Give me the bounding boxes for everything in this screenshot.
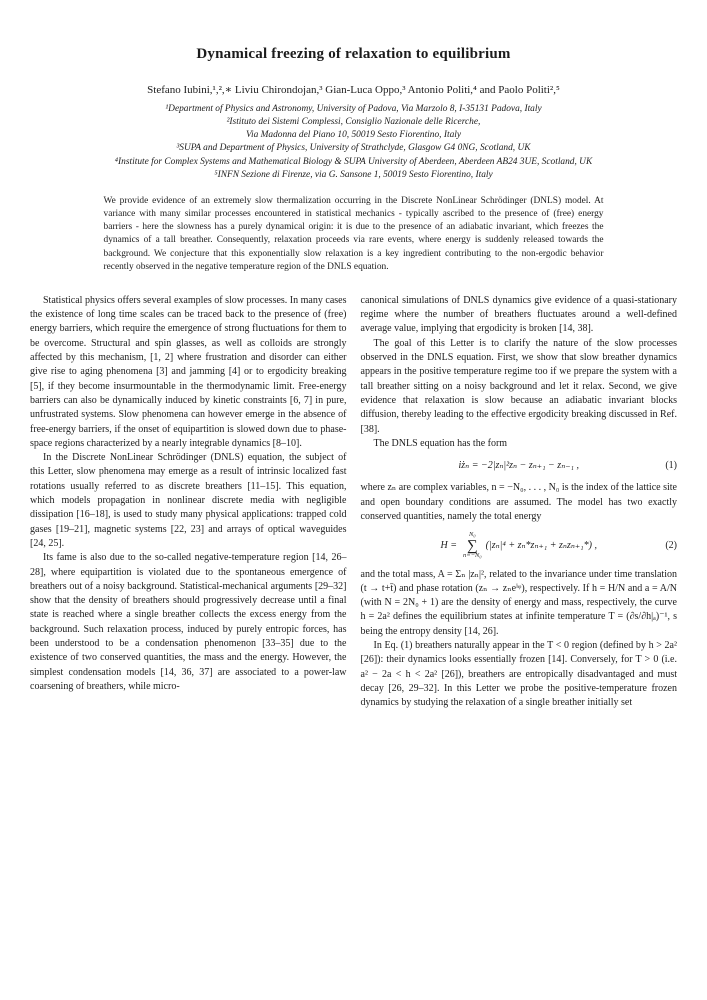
paragraph: where zₙ are complex variables, n = −N₀, . . . , N₀ is the index of the lattice site and open boundary conditions are assumed. The model has two exactly conserved quantities, namely the total energy [360, 482, 677, 523]
affiliation-line: ¹Department of Physics and Astronomy, University of Padova, Via Marzolo 8, I-35131 Padova, Italy [165, 104, 542, 114]
equation-1-number: (1) [665, 460, 677, 472]
affiliation-line: ³SUPA and Department of Physics, University of Strathclyde, Glasgow G4 0NG, Scotland, UK [176, 143, 531, 154]
paragraph: canonical simulations of DNLS dynamics give evidence of a quasi-stationary regime where the number of breathers fluctuates around a well-defined average value, implying that ergodicity is broken [14, 38]. [360, 294, 677, 335]
affiliation-line: ⁵INFN Sezione di Firenze, via G. Sansone 1, 50019 Sesto Fiorentino, Italy [214, 169, 493, 180]
author-line: Stefano Iubini,¹,²,∗ Liviu Chirondojan,³ Gian-Luca Oppo,³ Antonio Politi,⁴ and Paolo Politi²,⁵ [147, 84, 560, 96]
paragraph: In Eq. (1) breathers naturally appear in the T < 0 region (defined by h > 2a² [26]): their dynamics looks essentially frozen [14]. Conversely, for T > 0 (i.e. a² − 2a < h < 2a² [26]), breathers are entropically disadvantaged and must decay [26, 29–32]. In this Letter we probe the positive-temperature frozen dynamics by studying the relaxation of a single breather initially set [360, 640, 677, 709]
paragraph: Its fame is also due to the so-called negative-temperature region [14, 26–28], where equipartition is violated due to the spontaneous emergence of breathers out of a noisy background. Statistical-mechanical arguments [29–32] show that the density of breathers should progressively decrease until a final state is reached where a single breather collects the excess energy from the background. Such relaxation process, induced by purely entropic forces, has been understood to be a condensation phenomenon [33–35] due to the existence of two conserved quantities, the mass and the energy. However, the simplest condensation models [14, 36, 37] are associated to a power-law coarsening of breathers, while micro- [30, 552, 347, 692]
equation-1-body: iżₙ = −2|zₙ|²zₙ − zₙ₊₁ − zₙ₋₁ , [458, 460, 579, 472]
paper-title: Dynamical freezing of relaxation to equilibrium [196, 46, 511, 62]
left-column [30, 294, 347, 711]
equation-2-number: (2) [665, 539, 677, 551]
paragraph: The goal of this Letter is to clarify the nature of the slow processes observed in the DNLS equation. First, we show that slow breather dynamics appears in the positive temperature regime too if we prepare the system with a tall breather sitting on a noisy background and let it relax. Second, we give evidence that relaxation is slow because an adiabatic invariant blocks diffusion, thereby leading to the effective ergodicity breaking discussed in Ref. [38]. [360, 337, 677, 435]
paragraph: Statistical physics offers several examples of slow processes. In many cases the existence of long time scales can be traced back to the presence of (free) energy barriers, which require the emergence of strong fluctuations for them to be overcome. Structural and spin glasses, as well as colloids are strongly affected by this mechanism, [1, 2] where frustration and disorder can either give rise to aging phenomena [3] and jamming [4] or to ergodicity breaking [5], if they become insurmountable in the thermodynamic limit. Free-energy barriers can also be dynamically induced by kinetic constraints [6, 7] in pure, unfrustrated systems. Slow phenomena can however emerge in the absence of free-energy barriers, if the onset of equipartition is slowed down due to phase-space regions characterized by a nearly integrable dynamics [8–10]. [30, 294, 347, 449]
summation-upper-limit: N₀ [468, 531, 476, 539]
equation-2-lhs: H = [440, 539, 457, 551]
affiliation-line: ²Istituto dei Sistemi Complessi, Consiglio Nazionale delle Ricerche, [226, 117, 481, 128]
equation-2 [361, 532, 678, 559]
abstract: We provide evidence of an extremely slow thermalization occurring in the Discrete NonLinear Schrödinger (DNLS) model. At variance with many similar processes encountered in statistical mechanics - typically ascribed to the presence of (free) energy barriers - here the slowness has a purely dynamical origin: it is due to the presence of an adiabatic invariant, which freezes the dynamics of a tall breather. Consequently, relaxation proceeds via rare events, where energy is suddenly released towards the background. We conjecture that this exponentially slow relaxation is a key ingredient contributing to the non-ergodic behavior recently observed in the negative temperature region of the DNLS equation. [103, 195, 604, 272]
summation-lower-limit: n=−N₀ [462, 552, 482, 560]
affiliation-line: Via Madonna del Piano 10, 50019 Sesto Fiorentino, Italy [245, 130, 462, 141]
summation-symbol [463, 532, 482, 559]
equation-1 [361, 459, 678, 473]
two-column-body [30, 294, 677, 711]
affiliations-block [30, 103, 677, 182]
sigma-glyph: ∑ [466, 537, 478, 554]
affiliation-line: ⁴Institute for Complex Systems and Mathematical Biology & SUPA University of Aberdeen, Aberdeen AB24 3UE, Scotland, UK [114, 156, 593, 167]
paragraph: The DNLS equation has the form [373, 437, 508, 449]
right-column [361, 294, 678, 711]
equation-2-body: (|zₙ|⁴ + zₙ*zₙ₊₁ + zₙzₙ₊₁*) , [485, 539, 597, 551]
paragraph: In the Discrete NonLinear Schrödinger (DNLS) equation, the subject of this Letter, slow phenomena may emerge as a result of intrinsic localized fast rotations usually referred to as discrete breathers [11–15]. This equation, which models propagation in nonlinear discrete media with negligible dissipation [16–18], is used to study many physical applications: trapped cold gases [19–21], magnetic systems [22, 23] and arrays of optical waveguides [24, 25]. [30, 452, 347, 549]
paragraph: and the total mass, A = Σₙ |zₙ|², related to the invariance under time translation (t → t+t̄) and phase rotation (zₙ → zₙeⁱᵠ), respectively. If h = H/N and a = A/N (with N = 2N₀ + 1) are the density of energy and mass, respectively, the curve h = 2a² defines the equilibrium states at infinite temperature T = (∂s/∂h|ₐ)⁻¹, s being the entropy density [14, 26]. [360, 568, 677, 637]
